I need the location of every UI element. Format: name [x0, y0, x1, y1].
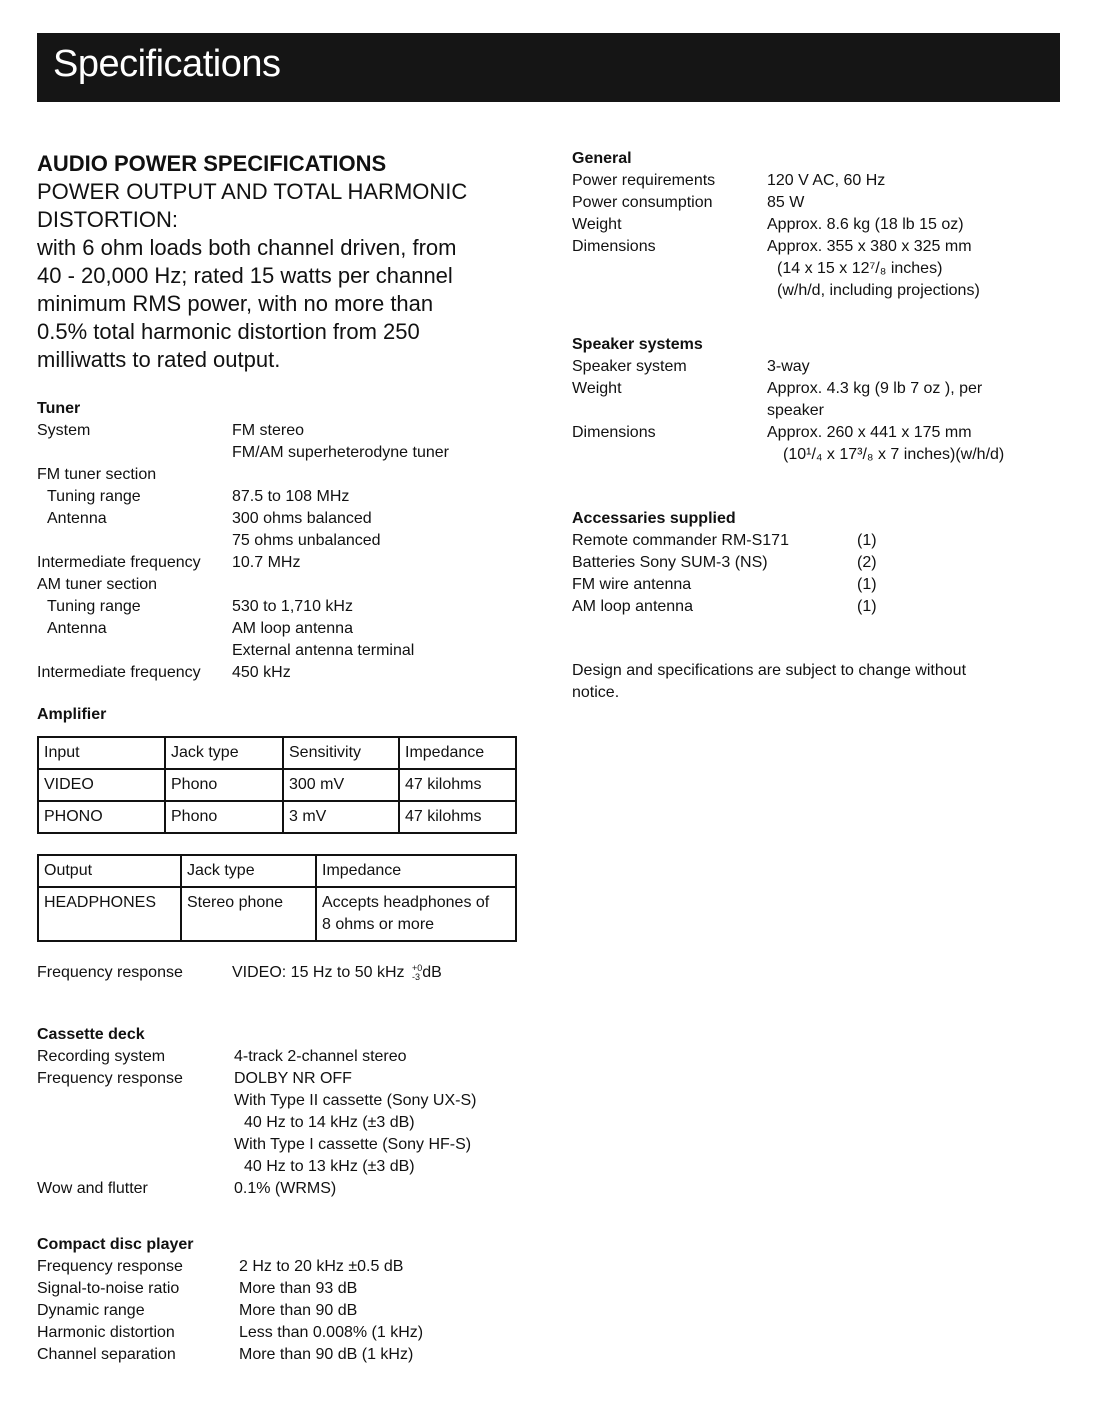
table-cell: HEADPHONES: [38, 887, 181, 941]
subsection-label: AM tuner section: [37, 576, 158, 593]
spec-label: Speaker system: [572, 358, 687, 375]
freq-value-text: VIDEO: 15 Hz to 50 kHz: [232, 964, 405, 981]
tolerance-plus: +0: [411, 962, 423, 973]
table-cell: [316, 887, 516, 941]
spec-value: 85 W: [767, 194, 805, 211]
spec-value: Less than 0.008% (1 kHz): [239, 1324, 424, 1341]
spec-label: Recording system: [37, 1048, 166, 1065]
spec-label: Dynamic range: [37, 1302, 145, 1319]
table-cell-line: 8 ohms or more: [322, 916, 435, 933]
freq-unit: dB: [422, 964, 442, 981]
table-header-cell: Impedance: [399, 737, 516, 769]
spec-value: (10¹/₄ x 17³/₈ x 7 inches)(w/h/d): [783, 446, 1005, 463]
spec-value: With Type II cassette (Sony UX-S): [234, 1092, 477, 1109]
list-item: [572, 596, 1072, 618]
accessories-heading: Accessaries supplied: [572, 510, 736, 527]
table-row: [38, 801, 516, 833]
list-item: [572, 552, 1072, 574]
spec-value: FM stereo: [232, 422, 305, 439]
spec-value: [232, 962, 527, 984]
output-table: [37, 854, 517, 942]
spec-value: (w/h/d, including projections): [777, 282, 980, 299]
page-title: Specifications: [53, 43, 281, 85]
speakers-heading: Speaker systems: [572, 336, 703, 353]
spec-value: More than 93 dB: [239, 1280, 358, 1297]
amplifier-heading: Amplifier: [37, 706, 107, 723]
table-row: [38, 769, 516, 801]
spec-label: Intermediate frequency: [37, 554, 201, 571]
speakers-section: [572, 334, 1072, 466]
table-cell: VIDEO: [38, 769, 165, 801]
audio-power-subheading-line1: POWER OUTPUT AND TOTAL HARMONIC: [37, 179, 468, 204]
spec-label: Frequency response: [37, 1070, 183, 1087]
spec-label: Frequency response: [37, 1258, 183, 1275]
table-cell: 3 mV: [283, 801, 399, 833]
table-row: [38, 887, 516, 941]
spec-value: Approx. 355 x 380 x 325 mm: [767, 238, 972, 255]
table-header-row: [38, 855, 516, 887]
spec-label: Signal-to-noise ratio: [37, 1280, 180, 1297]
table-cell: 47 kilohms: [399, 801, 516, 833]
input-table: [37, 736, 517, 834]
spec-label: Weight: [572, 216, 622, 233]
table-header-cell: Output: [38, 855, 181, 887]
audio-power-body-line: with 6 ohm loads both channel driven, from: [37, 235, 457, 260]
spec-value: 10.7 MHz: [232, 554, 301, 571]
accessory-name: Batteries Sony SUM-3 (NS): [572, 554, 768, 571]
accessory-qty: (1): [857, 576, 877, 593]
spec-label: Weight: [572, 380, 622, 397]
spec-value: 75 ohms unbalanced: [232, 532, 381, 549]
audio-power-body-line: 0.5% total harmonic distortion from 250: [37, 319, 420, 344]
subsection-label: FM tuner section: [37, 466, 157, 483]
spec-value: DOLBY NR OFF: [234, 1070, 352, 1087]
spec-value: 450 kHz: [232, 664, 291, 681]
spec-label: Antenna: [47, 510, 107, 527]
spec-label: Power consumption: [572, 194, 713, 211]
cd-heading: Compact disc player: [37, 1236, 194, 1253]
tuner-section: [37, 398, 527, 684]
accessories-section: [572, 508, 1072, 618]
right-column: [572, 148, 1072, 704]
tolerance-minus: -3: [411, 971, 420, 982]
list-item: [572, 574, 1072, 596]
notice-line: Design and specifications are subject to change without: [572, 662, 967, 679]
accessory-name: FM wire antenna: [572, 576, 692, 593]
notice-line: notice.: [572, 684, 620, 701]
spec-value: 300 ohms balanced: [232, 510, 372, 527]
spec-value: 4-track 2-channel stereo: [234, 1048, 407, 1065]
table-cell: 300 mV: [283, 769, 399, 801]
spec-label: Harmonic distortion: [37, 1324, 175, 1341]
spec-value: More than 90 dB: [239, 1302, 358, 1319]
spec-label: Wow and flutter: [37, 1180, 148, 1197]
spec-label: Antenna: [47, 620, 107, 637]
spec-label: Dimensions: [572, 238, 656, 255]
audio-power-body-line: milliwatts to rated output.: [37, 347, 281, 372]
cassette-heading: Cassette deck: [37, 1026, 145, 1043]
table-cell-line: Accepts headphones of: [322, 894, 490, 911]
spec-value: Approx. 4.3 kg (9 lb 7 oz ), per: [767, 380, 983, 397]
spec-value: 120 V AC, 60 Hz: [767, 172, 886, 189]
spec-label: Frequency response: [37, 964, 183, 981]
cd-section: [37, 1234, 527, 1366]
audio-power-body-line: minimum RMS power, with no more than: [37, 291, 434, 316]
tuner-heading: Tuner: [37, 400, 81, 417]
spec-value: With Type I cassette (Sony HF-S): [234, 1136, 472, 1153]
spec-value: 87.5 to 108 MHz: [232, 488, 350, 505]
spec-value: FM/AM superheterodyne tuner: [232, 444, 449, 461]
spec-label: Intermediate frequency: [37, 664, 201, 681]
spec-value: 3-way: [767, 358, 810, 375]
spec-value: Approx. 8.6 kg (18 lb 15 oz): [767, 216, 964, 233]
audio-power-subheading-line2: DISTORTION:: [37, 207, 178, 232]
spec-value: 40 Hz to 13 kHz (±3 dB): [244, 1158, 415, 1175]
table-header-cell: Impedance: [316, 855, 516, 887]
amplifier-section: [37, 704, 527, 984]
audio-power-section: [37, 150, 527, 374]
table-cell: Phono: [165, 769, 283, 801]
general-heading: General: [572, 150, 632, 167]
table-header-cell: Jack type: [165, 737, 283, 769]
table-header-cell: Sensitivity: [283, 737, 399, 769]
cassette-section: [37, 1024, 527, 1200]
spec-value: 0.1% (WRMS): [234, 1180, 337, 1197]
left-column: [37, 150, 527, 1366]
table-cell: Phono: [165, 801, 283, 833]
title-banner: [37, 33, 1060, 102]
spec-label: Dimensions: [572, 424, 656, 441]
spec-value: speaker: [767, 402, 824, 419]
spec-label: Channel separation: [37, 1346, 176, 1363]
table-header-cell: Input: [38, 737, 165, 769]
table-header-row: [38, 737, 516, 769]
table-cell: Stereo phone: [181, 887, 316, 941]
spec-label: System: [37, 422, 91, 439]
spec-label: Tuning range: [47, 598, 141, 615]
spec-label: Tuning range: [47, 488, 141, 505]
accessory-name: AM loop antenna: [572, 598, 693, 615]
spec-value: External antenna terminal: [232, 642, 415, 659]
spec-value: AM loop antenna: [232, 620, 353, 637]
table-cell: PHONO: [38, 801, 165, 833]
table-header-cell: Jack type: [181, 855, 316, 887]
notice: [572, 660, 1072, 704]
spec-label: Power requirements: [572, 172, 716, 189]
audio-power-body-line: 40 - 20,000 Hz; rated 15 watts per channel: [37, 263, 453, 288]
spec-value: 530 to 1,710 kHz: [232, 598, 353, 615]
spec-value: 2 Hz to 20 kHz ±0.5 dB: [239, 1258, 404, 1275]
spec-value: (14 x 15 x 12⁷/₈ inches): [777, 260, 943, 277]
accessory-qty: (1): [857, 598, 877, 615]
freq-response-row: [37, 962, 527, 984]
spec-value: More than 90 dB (1 kHz): [239, 1346, 414, 1363]
audio-power-heading: AUDIO POWER SPECIFICATIONS: [37, 151, 387, 176]
accessory-name: Remote commander RM-S171: [572, 532, 789, 549]
spec-value: 40 Hz to 14 kHz (±3 dB): [244, 1114, 415, 1131]
tolerance-stack: [412, 964, 422, 982]
list-item: [572, 530, 1072, 552]
spec-value: Approx. 260 x 441 x 175 mm: [767, 424, 972, 441]
table-cell: 47 kilohms: [399, 769, 516, 801]
general-section: [572, 148, 1072, 302]
accessory-qty: (2): [857, 554, 877, 571]
accessory-qty: (1): [857, 532, 877, 549]
